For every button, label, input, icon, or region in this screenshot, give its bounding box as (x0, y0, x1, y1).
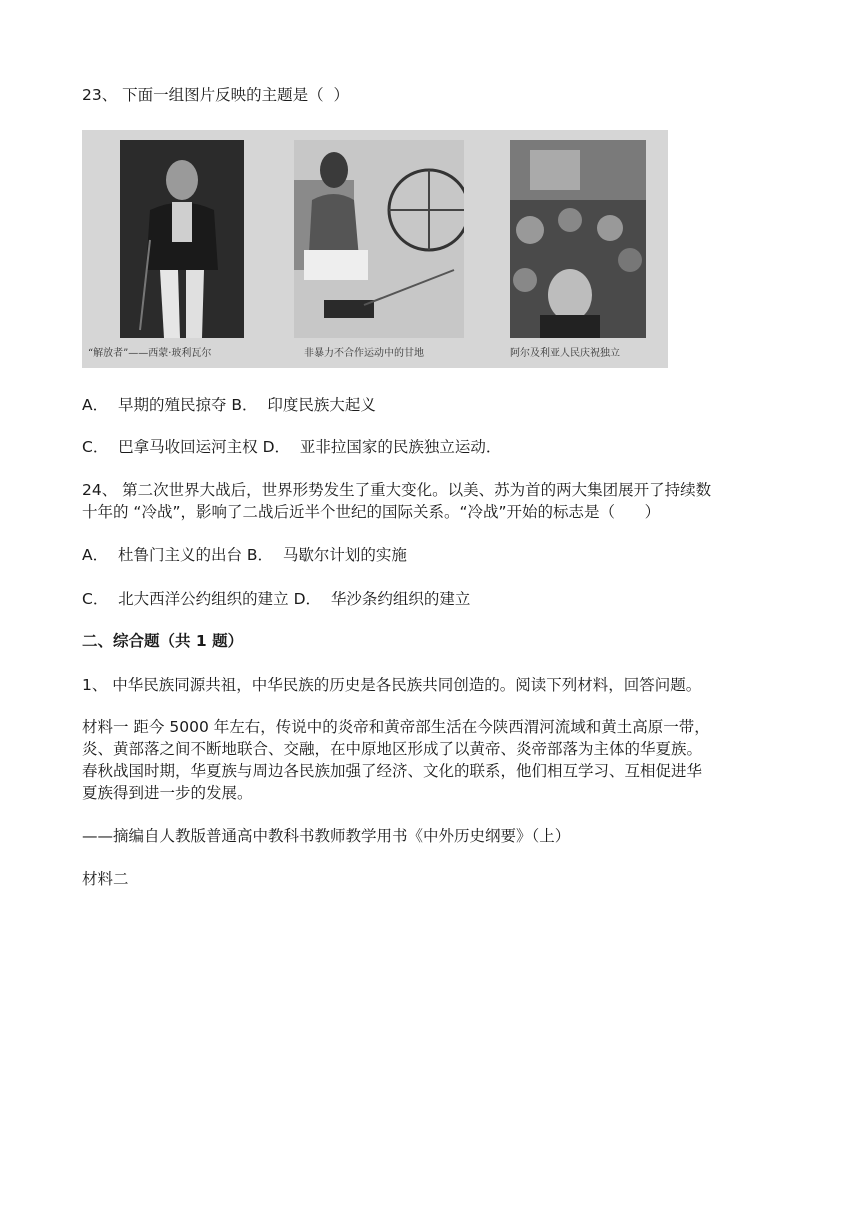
question-24-options-cd: C． 北大西洋公约组织的建立 D． 华沙条约组织的建立 (82, 590, 471, 608)
material-1-line-4: 夏族得到进一步的发展。 (82, 784, 253, 802)
photo-caption-algeria: 阿尔及利亚人民庆祝独立 (510, 348, 620, 359)
question-23-stem: 23、 下面一组图片反映的主题是（ ） (82, 86, 350, 104)
section-2-heading: 二、综合题（共 1 题） (82, 632, 244, 650)
material-1-line-2: 炎、黄部落之间不断地联合、交融，在中原地区形成了以黄帝、炎帝部落为主体的华夏族。 (82, 740, 703, 758)
algeria-crowd-photo (510, 140, 646, 338)
material-2-label: 材料二 (82, 870, 129, 888)
comprehensive-question-1-stem: 1、 中华民族同源共祖，中华民族的历史是各民族共同创造的。阅读下列材料，回答问题。 (82, 676, 702, 694)
question-24-options-ab: A． 杜鲁门主义的出台 B． 马歇尔计划的实施 (82, 546, 407, 564)
question-23-options-cd: C． 巴拿马收回运河主权 D． 亚非拉国家的民族独立运动． (82, 438, 502, 456)
question-24-stem-line-2: 十年的 “冷战”，影响了二战后近半个世纪的国际关系。“冷战”开始的标志是（ ） (82, 503, 661, 521)
photo-group (82, 130, 668, 368)
material-1-line-3: 春秋战国时期，华夏族与周边各民族加强了经济、文化的联系，他们相互学习、互相促进华 (82, 762, 703, 780)
question-24-stem-line-1: 24、 第二次世界大战后，世界形势发生了重大变化。以美、苏为首的两大集团展开了持续数 (82, 481, 712, 499)
gandhi-spinning-photo (294, 140, 464, 338)
material-1-line-1: 材料一 距今 5000 年左右，传说中的炎帝和黄帝部生活在今陕西渭河流域和黄土高原一带， (82, 718, 710, 736)
material-1-source: ——摘编自人教版普通高中教科书教师教学用书《中外历史纲要》（上） (82, 827, 571, 845)
photo-caption-gandhi: 非暴力不合作运动中的甘地 (304, 348, 424, 359)
question-23-options-ab: A． 早期的殖民掠夺 B． 印度民族大起义 (82, 396, 376, 414)
photo-caption-bolivar: “解放者”——西蒙·玻利瓦尔 (88, 348, 212, 359)
bolivar-portrait-photo (120, 140, 244, 338)
